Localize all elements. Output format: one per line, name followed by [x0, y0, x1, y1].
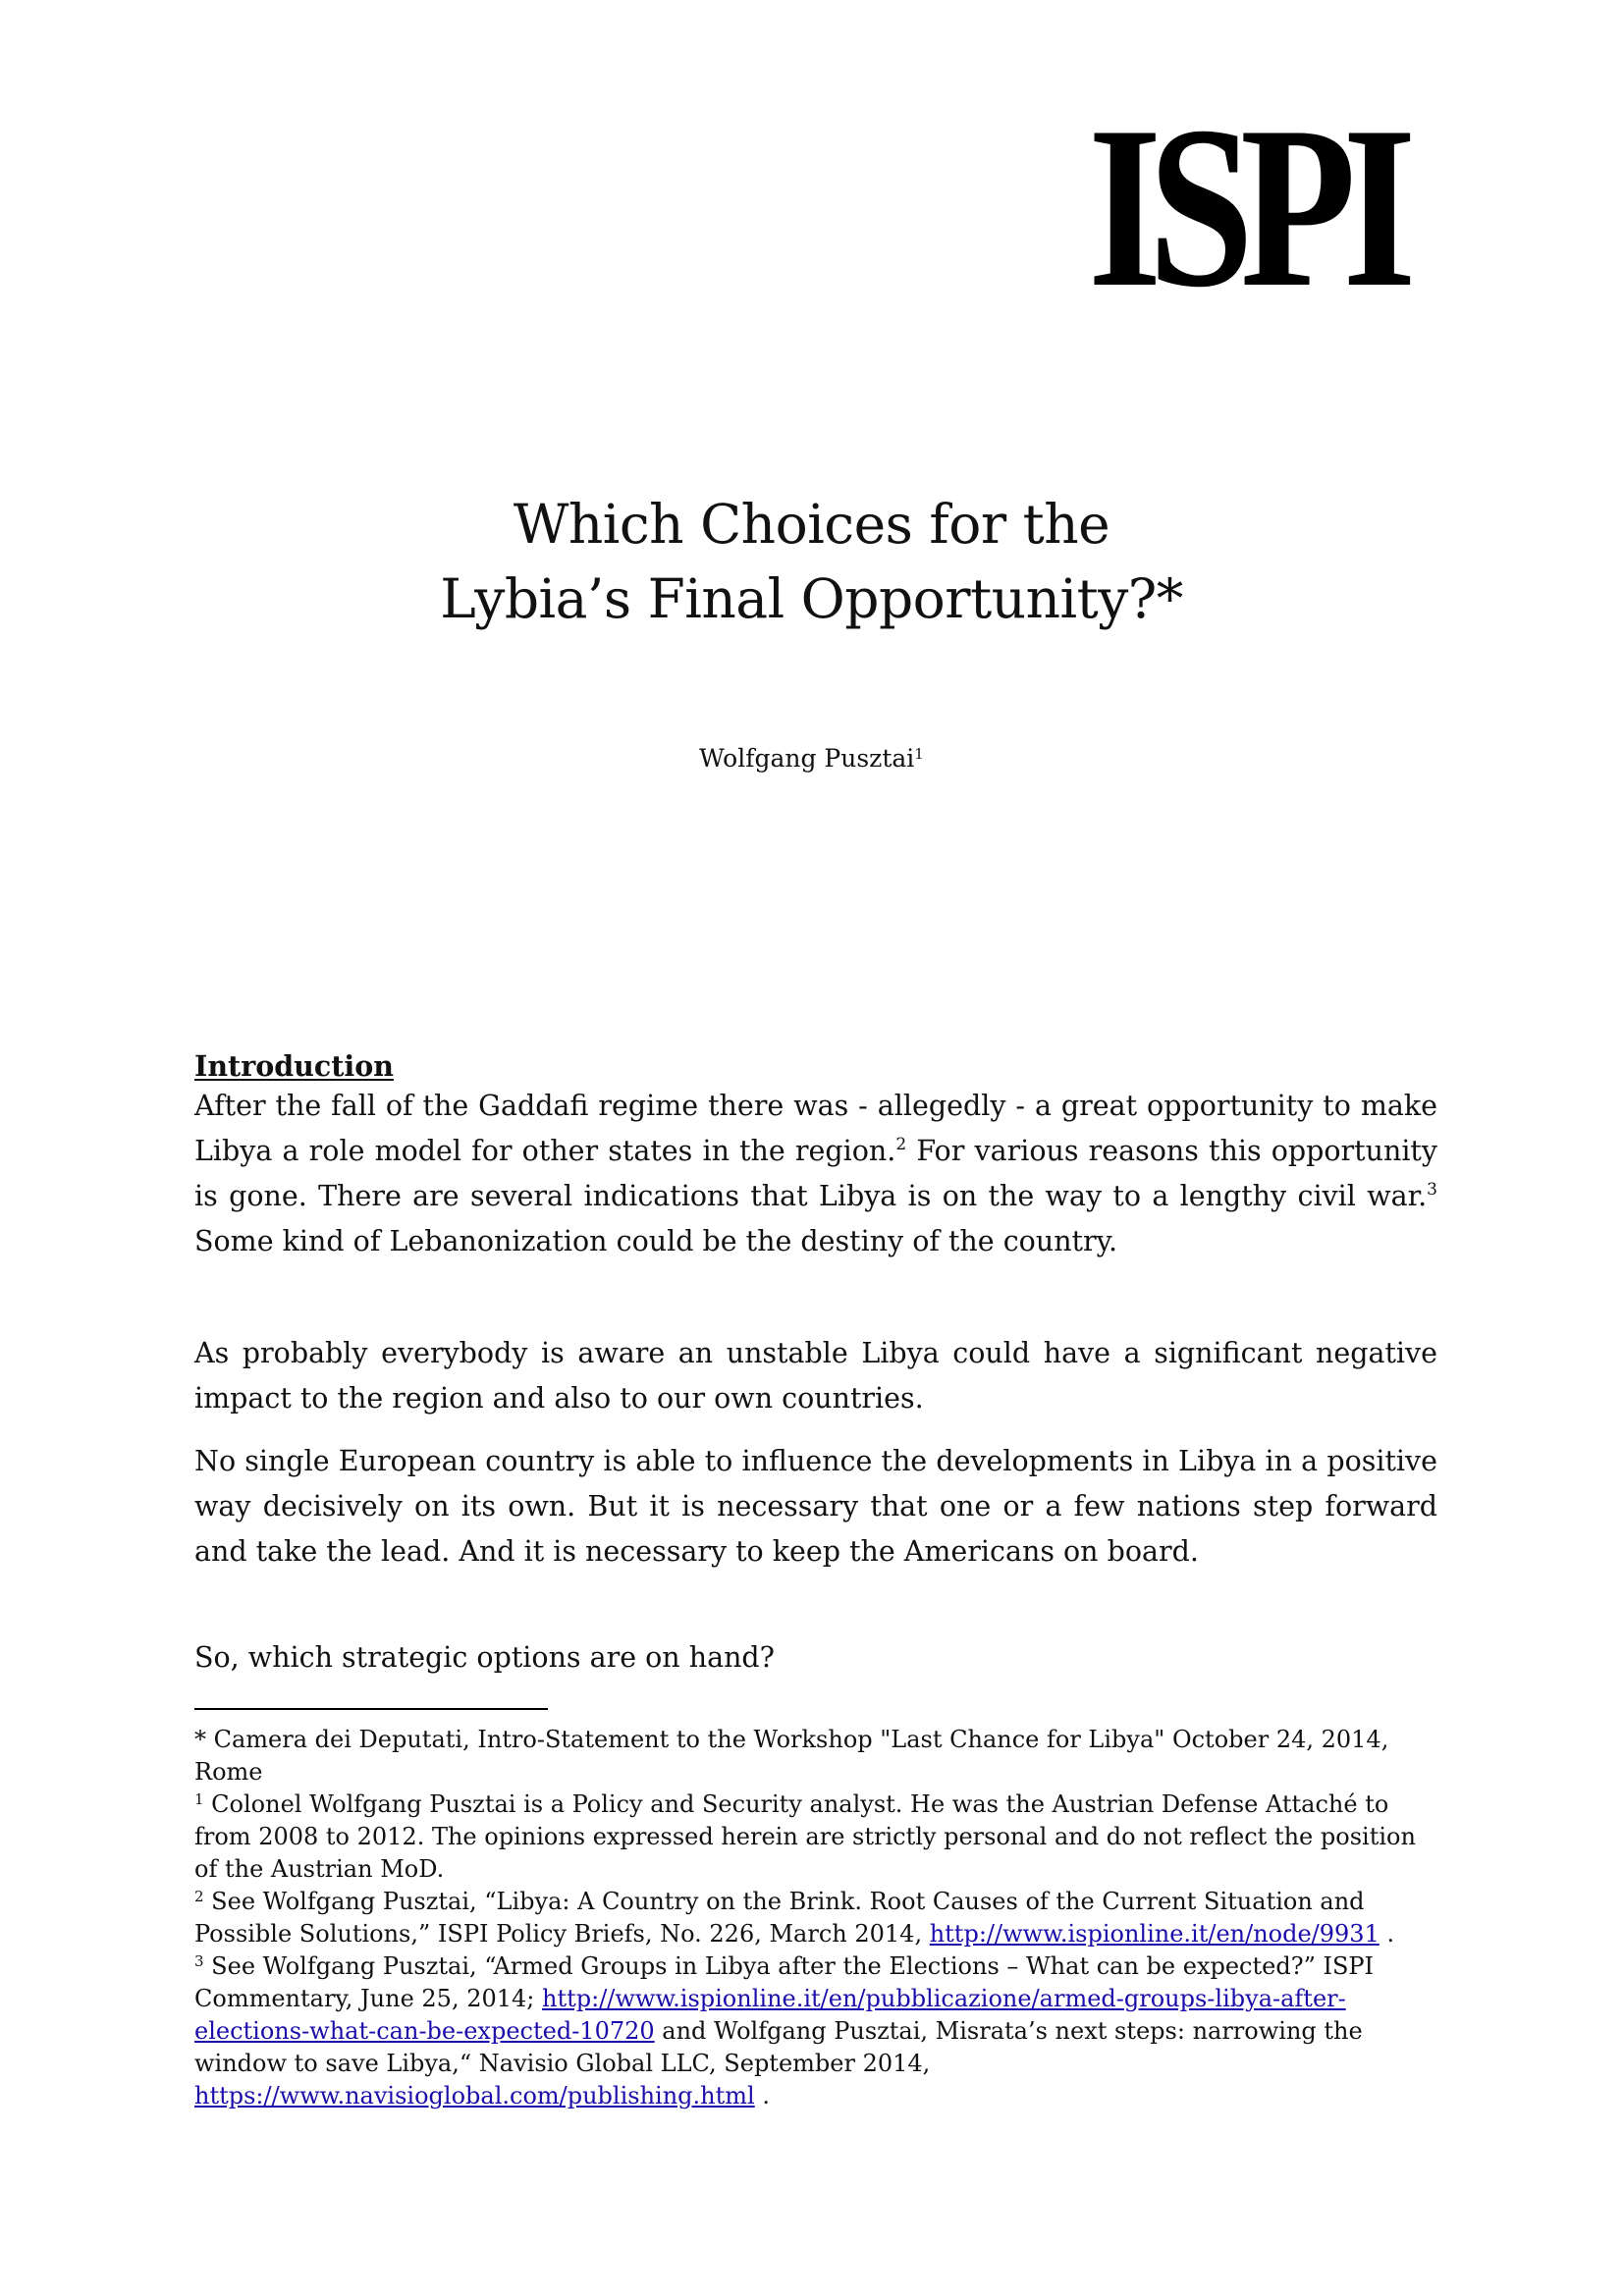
footnote-2-text: See Wolfgang Pusztai, “Libya: A Country on the Brink. Root Causes of the Current Situation and Possible Solutions,” ISPI Policy Briefs, No. 226, March 2014, [194, 1888, 1365, 1948]
footnote-2-link[interactable]: http://www.ispionline.it/en/node/9931 [929, 1920, 1380, 1948]
footnote-3-link-ispi[interactable]: http://www.ispionline.it/en/pubblicazione/armed-groups-libya-after-elections-what-can-be-expected-10720 [194, 1985, 1346, 2045]
footnote-2-after: . [1379, 1920, 1395, 1948]
footnote-ref-3: 3 [1427, 1180, 1437, 1200]
footnote-3-mark: 3 [194, 1952, 204, 1970]
intro-paragraph-1 [194, 1084, 1437, 1264]
footnote-ref-2: 2 [895, 1135, 907, 1154]
intro-p1-text-a: After the fall of the Gaddafi regime there was - allegedly - a great opportunity to make Libya a role model for other states in the region. [194, 1090, 1437, 1167]
footnote-1 [194, 1789, 1437, 1886]
intro-paragraph-2: As probably everybody is aware an unstable Libya could have a significant negative impact to the region and also to our own countries. [194, 1337, 1437, 1415]
author-name: Wolfgang Pusztai [699, 744, 915, 773]
section-heading-introduction: Introduction [194, 1049, 394, 1083]
intro-p1-text-b: For various reasons this opportunity is gone. There are several indications that Libya is on the way to a lengthy civil war. [194, 1135, 1437, 1212]
title-line-2: Lybia’s Final Opportunity?* [440, 567, 1183, 630]
footnote-star [194, 1724, 1437, 1789]
footnote-separator [194, 1708, 548, 1710]
document-title [0, 487, 1623, 636]
footnotes-section [194, 1724, 1437, 2112]
intro-p1-text-c: Some kind of Lebanonization could be the destiny of the country. [194, 1225, 1117, 1257]
author-footnote-ref: 1 [914, 745, 924, 763]
title-line-1: Which Choices for the [513, 493, 1110, 556]
footnote-3 [194, 1950, 1437, 2112]
footnote-2-mark: 2 [194, 1888, 204, 1905]
footnote-2 [194, 1886, 1437, 1950]
footnote-3-link-navisio[interactable]: https://www.navisioglobal.com/publishing.html [194, 2082, 755, 2109]
intro-paragraph-4: So, which strategic options are on hand? [194, 1641, 775, 1674]
footnote-star-mark: * [194, 1726, 206, 1753]
footnote-star-text: Camera dei Deputati, Intro-Statement to the Workshop "Last Chance for Libya" October 24, 2014, Rome [194, 1726, 1389, 1786]
footnote-3-after: . [754, 2082, 770, 2109]
footnote-3-text: See Wolfgang Pusztai, “Armed Groups in Libya after the Elections – What can be expected?” ISPI Commentary, June 25, 2014; [194, 1952, 1375, 2012]
ispi-logo: ISPI [1088, 80, 1403, 336]
intro-paragraph-3: No single European country is able to influence the developments in Libya in a positive way decisively on its own. But it is necessary that one or a few nations step forward and take the lead. And it is necessary to keep the Americans on board. [194, 1445, 1437, 1568]
footnote-3-mid: and Wolfgang Pusztai, Misrata’s next steps: narrowing the window to save Libya,“ Navisio Global LLC, September 2014, [194, 2017, 1363, 2077]
footnote-1-text: Colonel Wolfgang Pusztai is a Policy and Security analyst. He was the Austrian Defense Attaché to from 2008 to 2012. The opinions expressed herein are strictly personal and do not reflect the position of the Austrian MoD. [194, 1790, 1416, 1883]
footnote-1-mark: 1 [194, 1790, 204, 1808]
author-line [0, 742, 1623, 775]
